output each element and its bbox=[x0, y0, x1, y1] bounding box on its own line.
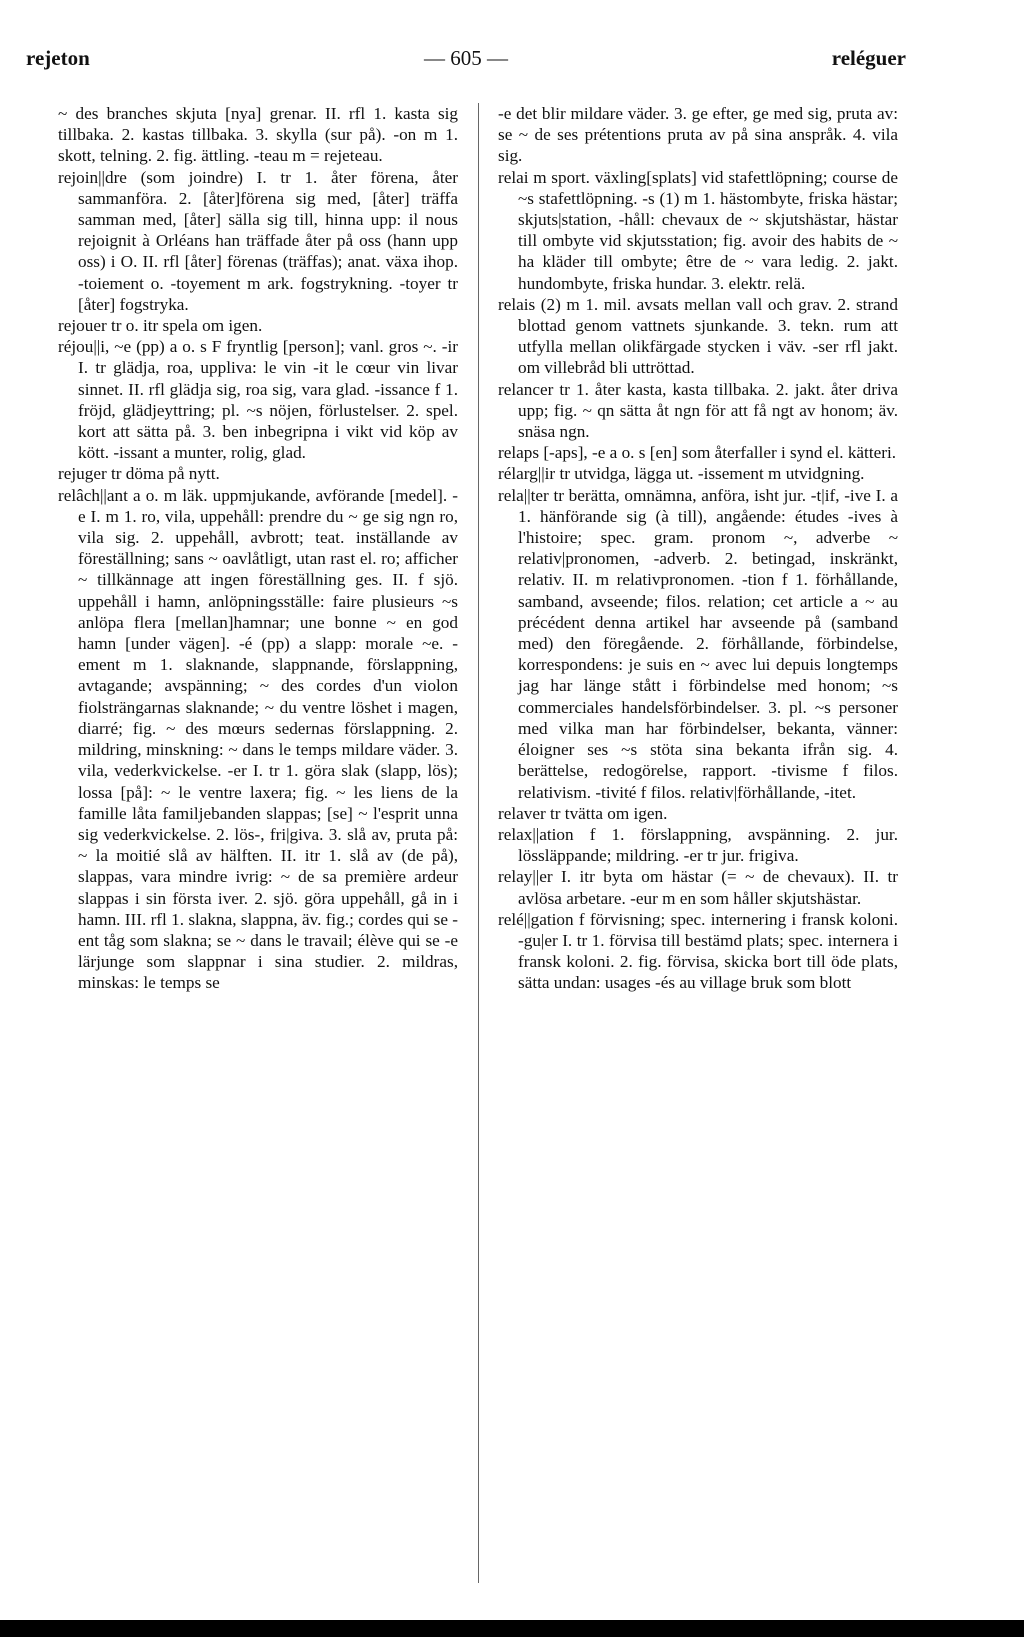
dictionary-entry: relais (2) m 1. mil. avsats mellan vall och grav. 2. strand blottad genom vattnets sjunkande. 3. tekn. rum att utfylla mellan olikfärgade stycken i väv. -ser rfl jakt. om villebråd bli uttröttad. bbox=[498, 294, 898, 378]
left-running-headword: rejeton bbox=[26, 46, 90, 70]
dictionary-entry: relé||gation f förvisning; spec. internering i fransk koloni. -gu|er I. tr 1. förvisa till bestämd plats; spec. internera i fransk koloni. 2. fig. förvisa, skicka bort till öde plats, sätta undan: usages -és au village bruk som blott bbox=[498, 909, 898, 993]
dictionary-entry: rejouer tr o. itr spela om igen. bbox=[58, 316, 263, 336]
dictionary-entry: relaps [-aps], -e a o. s [en] som återfaller i synd el. kätteri. bbox=[498, 443, 897, 463]
dictionary-entry: relâch||ant a o. m läk. uppmjukande, avförande [medel]. -e I. m 1. ro, vila, uppehåll: prendre du ~ ge sig ngn ro, vila sig. 2. uppehåll, avbrott; teat. inställande av föreställning; sans ~ oavlåtligt, utan rast el. ro; afficher ~ tillkännage att ingen föreställning ges. II. f sjö. uppehåll i hamn, anlöpningsställe: faire plusieurs ~s anlöpa flera [mellan]hamnar; une bonne ~ en god hamn [under vägen]. -é (pp) a slapp: morale ~e. -ement m 1. slaknande, slappnande, förslappning, avtagande; avspänning; ~ des cordes d'un violon fiolsträngarnas slaknande; ~ du ventre löshet i magen, diarré; fig. ~ des mœurs sedernas förslappning. 2. mildring, minskning: ~ dans le temps mildare väder. 3. vila, vederkvickelse. -er I. tr 1. göra slak (slapp, lös); lossa [på]: ~ le ventre laxera; fig. ~ les liens de la famille låta familjebanden slappas; [se] ~ l'esprit unna sig vederkvickelse. 2. lös-, fri|giva. 3. slå av, pruta på: ~ la moitié slå av hälften. II. itr 1. slå av (de på), slappas, vara mindre ivrig: ~ de sa première ardeur slappas i sin första iver. 2. sjö. göra uppehåll, gå in i hamn. III. rfl 1. slakna, slappna, äv. fig.; cordes qui se -ent tåg som slakna; se ~ dans le travail; élève qui se -e lärjunge som slappnar i sina studier. 2. mildras, minskas: le temps se bbox=[58, 485, 458, 993]
dictionary-entry: rejoin||dre (som joindre) I. tr 1. åter förena, åter sammanföra. 2. [åter]förena sig med, [åter] träffa samman med, [åter] sälla sig till, hinna upp: il nous rejoignit à Orléans han träffade åter på oss (hann upp oss) i O. II. rfl [åter] förenas (träffas); anat. växa ihop. -toiement o. -toyement m ark. fogstrykning. -toyer tr [åter] fogstryka. bbox=[58, 167, 458, 314]
dictionary-entry: ~ des branches skjuta [nya] grenar. II. rfl 1. kasta sig tillbaka. 2. kastas tillbaka. 3. skylla (sur på). -on m 1. skott, telning. 2. fig. ättling. -teau m = rejeteau. bbox=[58, 104, 458, 166]
right-running-headword: reléguer bbox=[831, 46, 906, 70]
dictionary-entry: rela||ter tr berätta, omnämna, anföra, isht jur. -t|if, -ive I. a 1. hänförande sig (à till), angående: études -ives à l'histoire; spec. gram. pronom ~, adverbe ~ relativ|pronomen, -adverb. 2. betingad, inskränkt, relativ. II. m relativpronomen. -tion f 1. förhållande, samband, avseende; filos. relation; cet article a ~ au précédent denna artikel har avseende på (samband med) den föregående. 2. förhållande, förbindelse, korrespondens: je suis en ~ avec lui depuis longtemps jag har länge stått i förbindelse med honom; ~s commerciales handelsförbindelser. 3. pl. ~s personer med vilka man har förbindelser, bekanta, vänner: éloigner ses ~s stöta sina bekanta ifrån sig. 4. berättelse, redogörelse, rapport. -tivisme f filos. relativism. -tivité f filos. relativ|förhållande, -itet. bbox=[498, 485, 898, 802]
column-divider bbox=[478, 103, 479, 1583]
dictionary-entry: -e det blir mildare väder. 3. ge efter, ge med sig, pruta av: se ~ de ses prétentions pruta av på sina anspråk. 4. vila sig. bbox=[498, 104, 898, 166]
scan-bottom-edge bbox=[0, 1620, 1024, 1637]
dictionary-entry: rejuger tr döma på nytt. bbox=[58, 464, 220, 484]
dictionary-entry: relay||er I. itr byta om hästar (= ~ de chevaux). II. tr avlösa arbetare. -eur m en som håller skjutshästar. bbox=[498, 867, 898, 908]
right-column bbox=[498, 103, 898, 1583]
dictionary-entry: réjou||i, ~e (pp) a o. s F fryntlig [person]; vanl. gros ~. -ir I. tr glädja, roa, uppliva: le vin -it le cœur vin livar sinnet. II. rfl glädja sig, roa sig, vara glad. -issance f 1. fröjd, glädjeyttring; pl. ~s nöjen, förlustelser. 2. spel. kort att sätta på. 3. ben inbegripna i vikt vid köp av kött. -issant a munter, rolig, glad. bbox=[58, 337, 458, 463]
dictionary-entry: relaver tr tvätta om igen. bbox=[498, 803, 668, 823]
page-header bbox=[26, 46, 906, 80]
left-column bbox=[58, 103, 458, 1583]
dictionary-entry: rélarg||ir tr utvidga, lägga ut. -issement m utvidgning. bbox=[498, 464, 865, 484]
page-number: — 605 — bbox=[424, 46, 508, 70]
dictionary-entry: relancer tr 1. åter kasta, kasta tillbaka. 2. jakt. åter driva upp; fig. ~ qn sätta åt ngn för att få ngt av honom; äv. snäsa ngn. bbox=[498, 379, 898, 442]
dictionary-entry: relai m sport. växling[splats] vid stafettlöpning; course de ~s stafettlöpning. -s (1) m 1. hästombyte, friska hästar; skjuts|station, -håll: chevaux de ~ skjutshästar, hästar till ombyte vid skjutsstation; fig. avoir des habits de ~ ha kläder till ombyte; être de ~ vara ledig. 2. jakt. hundombyte, friska hundar. 3. elektr. relä. bbox=[498, 167, 898, 293]
dictionary-entry: relax||ation f 1. förslappning, avspänning. 2. jur. lössläppande; mildring. -er tr jur. frigiva. bbox=[498, 824, 898, 866]
